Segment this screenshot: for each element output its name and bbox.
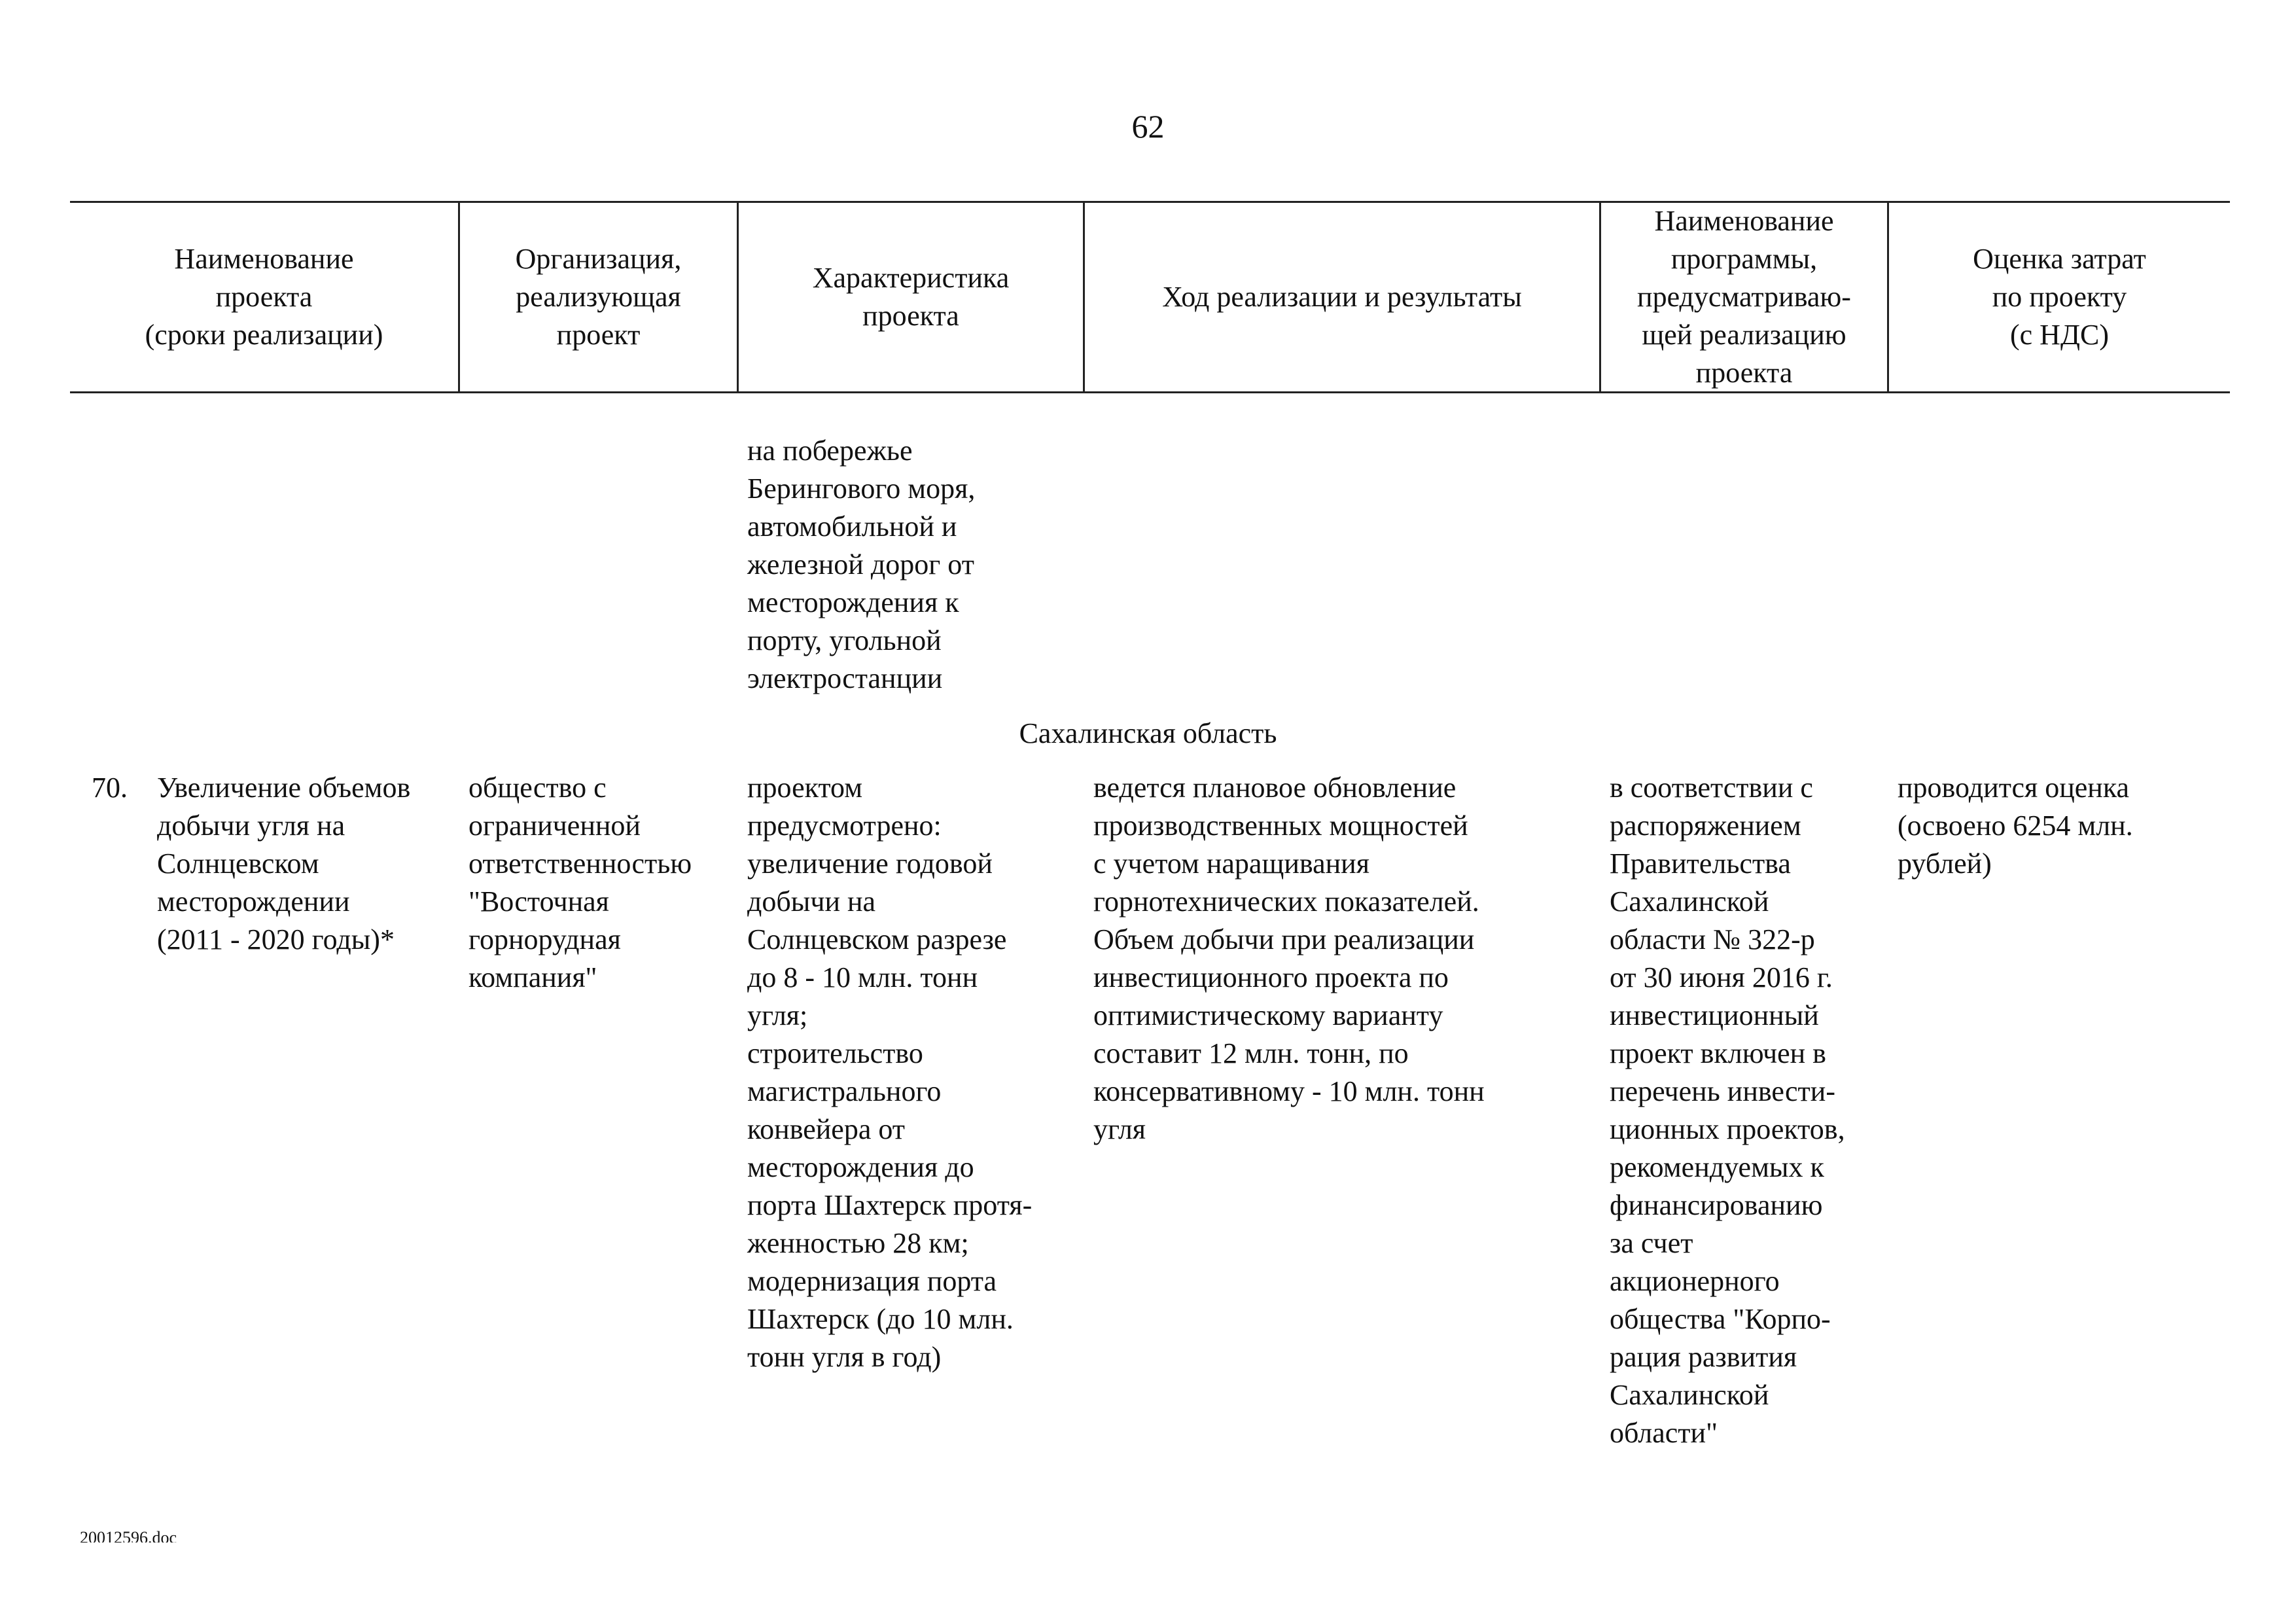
table-header-bottom-rule (70, 391, 2230, 393)
row-cost: проводится оценка (освоено 6254 млн. рублей) (1898, 772, 2133, 880)
header-progress (1085, 203, 1599, 391)
region-heading: Сахалинская область (1019, 717, 1277, 749)
page-number: 62 (1131, 108, 1165, 145)
header-cost (1889, 203, 2230, 391)
header-program-text: Наименование программы, предусматриваю- щей реализацию проекта (1637, 205, 1851, 389)
continued-characteristics: на побережье Берингового моря, автомобильной и железной дорог от месторождения к порту, угольной электростанции (747, 435, 976, 694)
header-program (1601, 203, 1887, 391)
header-organization-text: Организация, реализующая проект (515, 243, 682, 351)
row-number: 70. (92, 772, 128, 804)
row-project-name: Увеличение объемов добычи угля на Солнцевском месторождении (2011 - 2020 годы)* (157, 772, 411, 955)
header-characteristics (739, 203, 1083, 391)
row-program: в соответствии с распоряжением Правительства Сахалинской области № 322-р от 30 июня 2016 г. инвестиционный проект включен в перечень инвести- ционных проектов, рекомендуемых к финансированию за счет акционерного общества "Корпо- рация развития Сахалинской области" (1610, 772, 1845, 1449)
header-project-name (70, 203, 458, 391)
header-project-name-text: Наименование проекта (сроки реализации) (145, 243, 383, 351)
header-characteristics-text: Характеристика проекта (812, 262, 1010, 332)
header-cost-text: Оценка затрат по проекту (с НДС) (1973, 243, 2146, 351)
row-progress: ведется плановое обновление производственных мощностей с учетом наращивания горнотехнических показателей. Объем добычи при реализации инвестиционного проекта по оптимистическому варианту составит 12 млн. тонн, по консервативному - 10 млн. тонн угля (1093, 772, 1485, 1145)
footer-doc-code: 20012596.doc (80, 1528, 177, 1543)
header-organization (460, 203, 737, 391)
row-organization: общество с ограниченной ответственностью "Восточная горнорудная компания" (468, 772, 692, 993)
row-characteristics: проектом предусмотрено: увеличение годовой добычи на Солнцевском разрезе до 8 - 10 млн. тонн угля; строительство магистрального конвейера от месторождения до порта Шахтерск протя- женностью 28 км; модернизация порта Шахтерск (до 10 млн. тонн угля в год) (747, 772, 1033, 1373)
header-progress-text: Ход реализации и результаты (1162, 281, 1522, 313)
